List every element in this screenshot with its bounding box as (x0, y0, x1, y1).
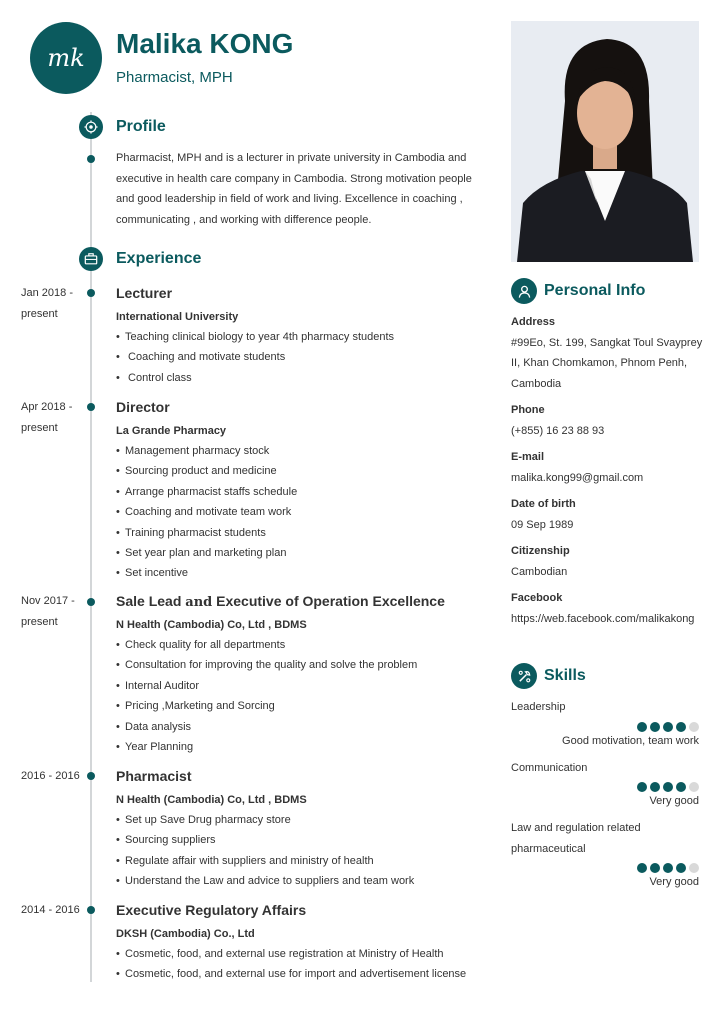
job-bullet: • Training pharmacist students (116, 523, 486, 543)
rating-dot-filled (676, 782, 686, 792)
job-bullets (116, 810, 486, 892)
skill-name: Leadership (511, 701, 566, 713)
profile-text: Pharmacist, MPH and is a lecturer in private university in Cambodia and executive in health care company in Cambodia. Strong motivation people and good leadership in field of work and living. Excellence in coaching , communicating , and working with difference people. (116, 152, 472, 226)
profile-target-icon (79, 115, 103, 139)
job-bullet: • Sourcing suppliers (116, 830, 486, 850)
job-bullet: • Regulate affair with suppliers and ministry of health (116, 851, 486, 871)
candidate-title: Pharmacist, MPH (116, 69, 233, 86)
timeline-line (90, 112, 92, 982)
job-bullet: • Data analysis (116, 717, 486, 737)
job-bullet: • Coaching and motivate students (116, 347, 486, 367)
job-bullets (116, 441, 486, 584)
citizenship-value: Cambodian (511, 565, 568, 578)
rating-dot-filled (637, 782, 647, 792)
email-label: E-mail (511, 451, 545, 463)
job-entry (116, 901, 486, 985)
job-bullet: • Teaching clinical biology to year 4th pharmacy students (116, 327, 486, 347)
job-bullet: • Pricing ,Marketing and Sorcing (116, 696, 486, 716)
job-company: DKSH (Cambodia) Co., Ltd (116, 928, 255, 940)
job-entry (116, 284, 486, 388)
skills-list (511, 697, 699, 899)
rating-dot-filled (650, 722, 660, 732)
email-value: malika.kong99@gmail.com (511, 471, 644, 484)
experience-heading: Experience (116, 250, 202, 267)
personal-info (511, 312, 706, 635)
timeline-dot (87, 155, 95, 163)
skill-rating (511, 782, 699, 792)
job-bullet: • Consultation for improving the quality and solve the problem (116, 655, 486, 675)
job-bullets (116, 635, 486, 757)
job-title-part: Executive of Operation Excellence (216, 593, 445, 609)
skill-rating (511, 722, 699, 732)
rating-dot-filled (650, 782, 660, 792)
job-company: La Grande Pharmacy (116, 425, 227, 437)
facebook-label: Facebook (511, 592, 563, 604)
rating-dot-filled (663, 722, 673, 732)
job-date: Nov 2017 - present (21, 595, 75, 628)
job-title-part: Sale Lead (116, 593, 182, 609)
job-bullet: • Management pharmacy stock (116, 441, 486, 461)
timeline-dot (87, 289, 95, 297)
job-bullet: • Year Planning (116, 737, 486, 757)
rating-dot-filled (676, 863, 686, 873)
phone-label: Phone (511, 404, 545, 416)
profile-heading: Profile (116, 118, 166, 135)
job-title: Pharmacist (116, 768, 192, 784)
job-company: International University (116, 311, 239, 323)
job-date: Jan 2018 - present (21, 287, 73, 320)
job-bullet: • Set incentive (116, 563, 486, 583)
skill-level: Good motivation, team work (562, 734, 699, 747)
skill-item (511, 697, 699, 749)
rating-dot-filled (637, 722, 647, 732)
rating-dot-empty (689, 782, 699, 792)
profile-photo (511, 21, 699, 262)
job-company: N Health (Cambodia) Co, Ltd , BDMS (116, 794, 307, 806)
skills-heading: Skills (544, 667, 586, 684)
skill-item (511, 758, 699, 810)
skill-rating (511, 863, 699, 873)
timeline-dot (87, 598, 95, 606)
address-label: Address (511, 316, 556, 328)
rating-dot-empty (689, 722, 699, 732)
rating-dot-filled (650, 863, 660, 873)
briefcase-icon (79, 247, 103, 271)
skill-item (511, 818, 699, 890)
job-date: 2016 - 2016 (21, 770, 80, 782)
skills-icon (511, 663, 537, 689)
skill-name: Communication (511, 761, 588, 774)
rating-dot-filled (663, 782, 673, 792)
candidate-name: Malika KONG (116, 28, 294, 59)
job-bullet: • Cosmetic, food, and external use registration at Ministry of Health (116, 944, 486, 964)
job-bullet: • Set year plan and marketing plan (116, 543, 486, 563)
job-bullet: • Set up Save Drug pharmacy store (116, 810, 486, 830)
job-bullet: • Control class (116, 368, 486, 388)
user-icon (511, 278, 537, 304)
job-bullet: • Coaching and motivate team work (116, 502, 486, 522)
job-date: Apr 2018 - present (21, 401, 73, 434)
timeline-dot (87, 403, 95, 411)
address-value: #99Eo, St. 199, Sangkat Toul Svayprey II, Khan Chomkamon, Phnom Penh, Cambodia (511, 336, 703, 390)
job-bullet: • Cosmetic, food, and external use for import and advertisement license (116, 964, 486, 984)
initials-monogram: mk (30, 22, 102, 94)
dob-label: Date of birth (511, 498, 576, 510)
timeline-dot (87, 772, 95, 780)
phone-value: (+855) 16 23 88 93 (511, 424, 605, 437)
job-title-and: and (185, 595, 213, 610)
dob-value: 09 Sep 1989 (511, 518, 574, 531)
job-title: Executive Regulatory Affairs (116, 902, 307, 918)
job-title (116, 592, 486, 614)
job-bullets (116, 944, 486, 985)
personal-info-heading: Personal Info (544, 282, 646, 299)
rating-dot-filled (663, 863, 673, 873)
facebook-value: https://web.facebook.com/malikakong (511, 612, 695, 625)
job-bullets (116, 327, 486, 388)
job-entry (116, 398, 486, 584)
job-bullet: • Arrange pharmacist staffs schedule (116, 482, 486, 502)
job-title: Lecturer (116, 285, 173, 301)
job-bullet: • Internal Auditor (116, 676, 486, 696)
citizenship-label: Citizenship (511, 545, 570, 557)
job-bullet: • Check quality for all departments (116, 635, 486, 655)
skill-level: Very good (649, 795, 699, 807)
skill-level: Very good (649, 876, 699, 888)
job-date: 2014 - 2016 (21, 904, 80, 916)
job-title: Director (116, 399, 170, 415)
job-entry (116, 767, 486, 892)
rating-dot-filled (676, 722, 686, 732)
timeline-dot (87, 906, 95, 914)
job-bullet: • Understand the Law and advice to suppliers and team work (116, 871, 486, 891)
skill-name: Law and regulation related pharmaceutical (511, 822, 641, 855)
rating-dot-filled (637, 863, 647, 873)
job-company: N Health (Cambodia) Co, Ltd , BDMS (116, 619, 307, 631)
rating-dot-empty (689, 863, 699, 873)
job-bullet: • Sourcing product and medicine (116, 461, 486, 481)
job-entry (116, 592, 486, 757)
